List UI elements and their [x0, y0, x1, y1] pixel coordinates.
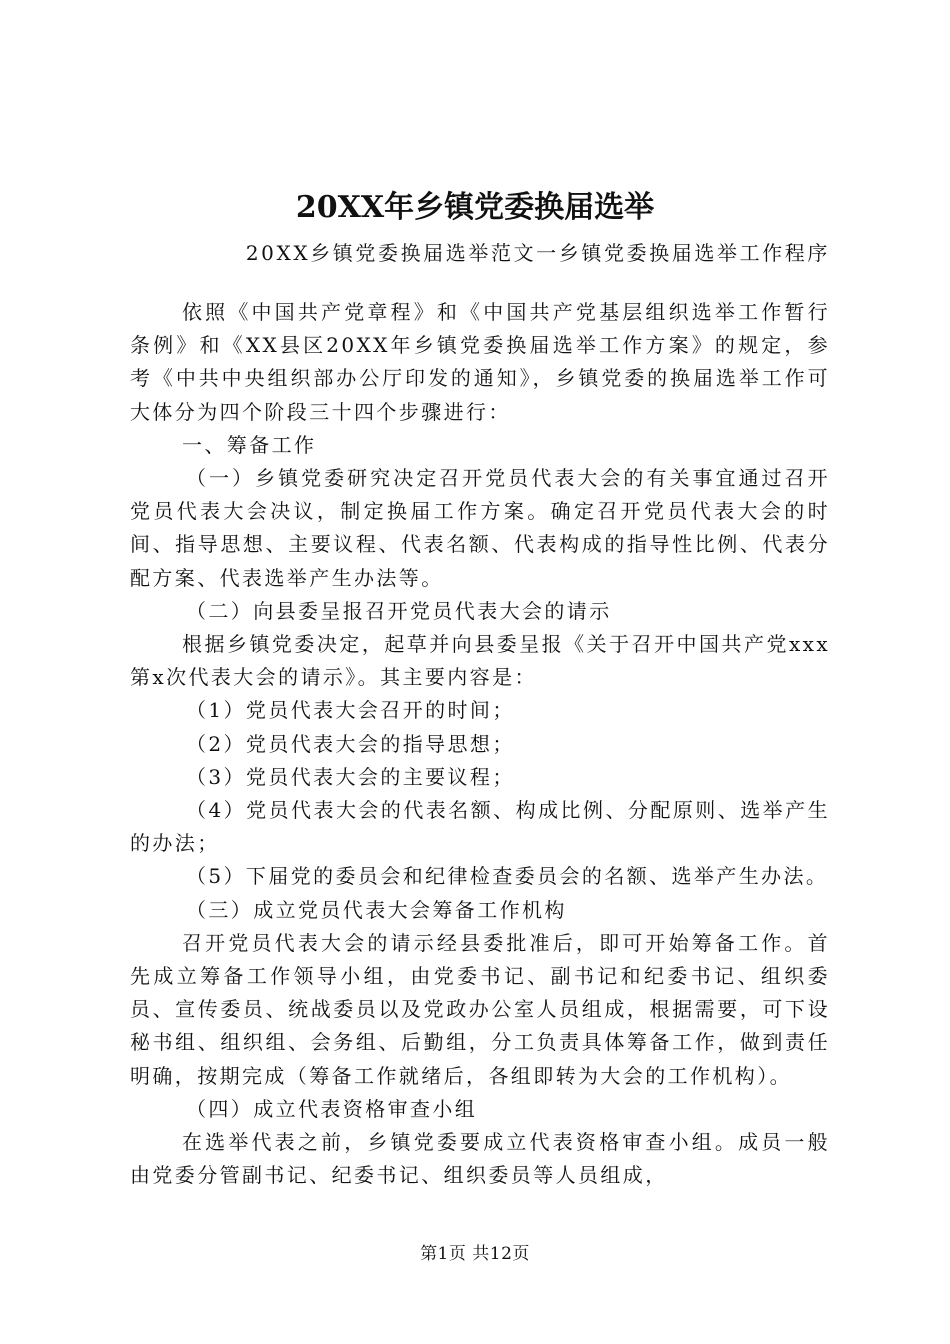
- section-heading-preparation: 一、筹备工作: [182, 432, 317, 457]
- page-footer: 第1页 共12页: [420, 1244, 530, 1264]
- subheading-step-4: （四）成立代表资格审查小组: [186, 1096, 478, 1121]
- paragraph-step-1: （一）乡镇党委研究决定召开党员代表大会的有关事宜通过召开党员代表大会决议，制定换届工作方案。确定召开党员代表大会的时间、指导思想、主要议程、代表名额、代表构成的指导性比例、代表分配方案、代表选举产生办法等。: [130, 466, 830, 590]
- list-item-3: （3）党员代表大会的主要议程；: [186, 764, 515, 789]
- paragraph-intro: 依照《中国共产党章程》和《中国共产党基层组织选举工作暂行条例》和《XX县区20XX年乡镇党委换届选举工作方案》的规定，参考《中共中央组织部办公厅印发的通知》，乡镇党委的换届选举工作可大体分为四个阶段三十四个步骤进行：: [130, 300, 830, 424]
- paragraph-step-4: 在选举代表之前，乡镇党委要成立代表资格审查小组。成员一般由党委分管副书记、纪委书记、组织委员等人员组成，: [130, 1130, 830, 1188]
- list-item-4: （4）党员代表大会的代表名额、构成比例、分配原则、选举产生的办法；: [130, 798, 830, 856]
- document-subtitle: 20XX乡镇党委换届选举范文一乡镇党委换届选举工作程序: [245, 241, 830, 265]
- list-item-1: （1）党员代表大会召开的时间；: [186, 698, 515, 723]
- list-item-5: （5）下届党的委员会和纪律检查委员会的名额、选举产生办法。: [186, 864, 829, 889]
- list-item-2: （2）党员代表大会的指导思想；: [186, 731, 515, 756]
- paragraph-step-2: 根据乡镇党委决定，起草并向县委呈报《关于召开中国共产党xxx第x次代表大会的请示》。其主要内容是：: [130, 632, 830, 690]
- subheading-step-3: （三）成立党员代表大会筹备工作机构: [186, 897, 567, 922]
- document-title: 20XX年乡镇党委换届选举: [295, 190, 655, 225]
- subheading-step-2: （二）向县委呈报召开党员代表大会的请示: [186, 598, 612, 623]
- paragraph-step-3: 召开党员代表大会的请示经县委批准后，即可开始筹备工作。首先成立筹备工作领导小组，由党委书记、副书记和纪委书记、组织委员、宣传委员、统战委员以及党政办公室人员组成，根据需要，可下设秘书组、组织组、会务组、后勤组，分工负责具体筹备工作，做到责任明确，按期完成（筹备工作就绪后，各组即转为大会的工作机构）。: [130, 930, 830, 1088]
- document-body: [130, 296, 830, 1192]
